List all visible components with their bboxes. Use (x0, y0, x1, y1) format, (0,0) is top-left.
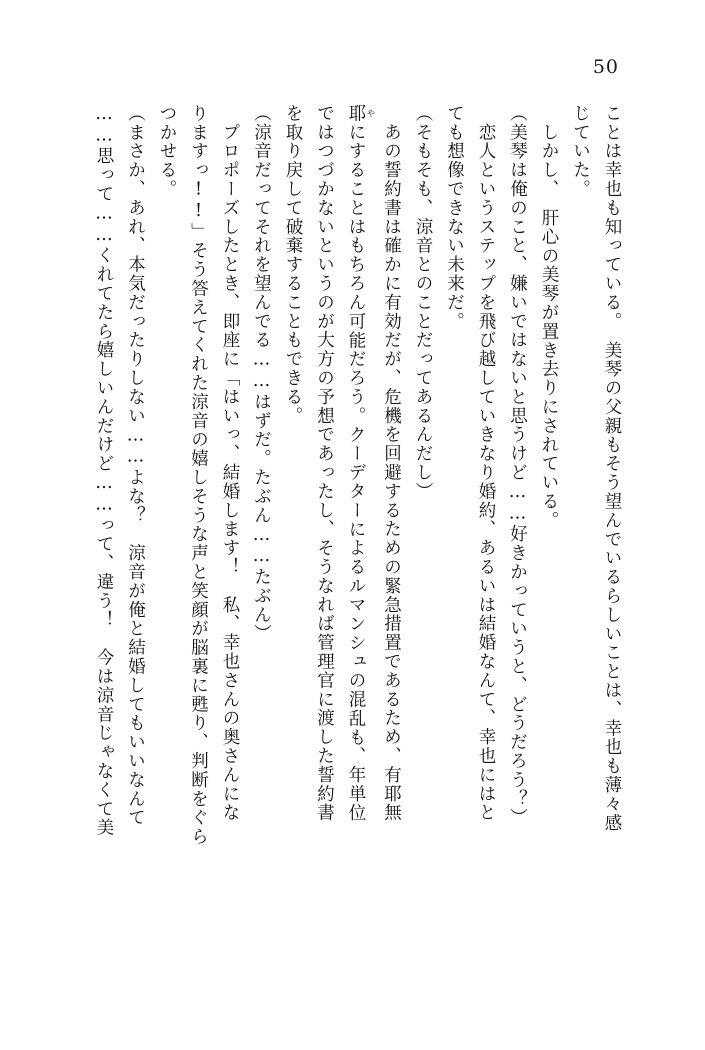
text-line: しかし、 肝心の美琴が置き去りにされている。 (539, 104, 559, 530)
text-line: あの誓約書は確かに有効だが、危機を回避するための緊急措置であるため、有耶無 (381, 104, 402, 823)
text-line: （涼音だってそれを望んでる……はずだ。たぶん……たぶん） (251, 104, 272, 644)
page-number: 50 (592, 56, 619, 78)
text-line: ではつづかないというのが大方の予想であったし、そうなれば管理官に渡した誓約書 (314, 104, 335, 823)
text-line: ても想像できない未来だ。 (444, 104, 465, 331)
text-line: つかせる。 (157, 104, 177, 199)
text-line: ……思って……くれてたら嬉しいんだけど……って、違う！ 今は涼音じゃなくて美 (94, 104, 114, 838)
text-line: プロポーズしたとき、即座に「はいっ、結婚します！ 私、幸也さんの奥さんにな (220, 104, 240, 823)
text-line-with-ruby: 耶 やにすることはもちろん可能だろう。クーデターによるルマンシュの混乱も、年単位 (346, 104, 375, 823)
page-body-text (62, 104, 627, 984)
text-line: （美琴は俺のこと、嫌いではないと思うけど……好きかっていうと、どうだろう？） (507, 104, 528, 828)
text-line: ことは幸也も知っている。 美琴の父親もそう望んでいるらしいことは、幸也も薄々感 (602, 104, 622, 833)
text-line: （そもそも、涼音とのことだってあるんだし） (413, 104, 433, 501)
ruby-text: 耶 や (346, 104, 375, 123)
text-line: 恋人というステップを飛び越していきなり婚約、あるいは結婚なんて、幸也にはと (476, 104, 496, 823)
text-line: りますっ!!」そう答えてくれた涼音の嬉しそうな声と笑顔が脳裏に甦り、判断をぐら (188, 104, 209, 847)
text-line: （まさか、あれ、本気だったりしない……よな？ 涼音が俺と結婚してもいいなんて (125, 104, 146, 828)
text-line: を取り戻して破棄することもできる。 (283, 104, 303, 426)
text-line: じていた。 (570, 104, 591, 199)
